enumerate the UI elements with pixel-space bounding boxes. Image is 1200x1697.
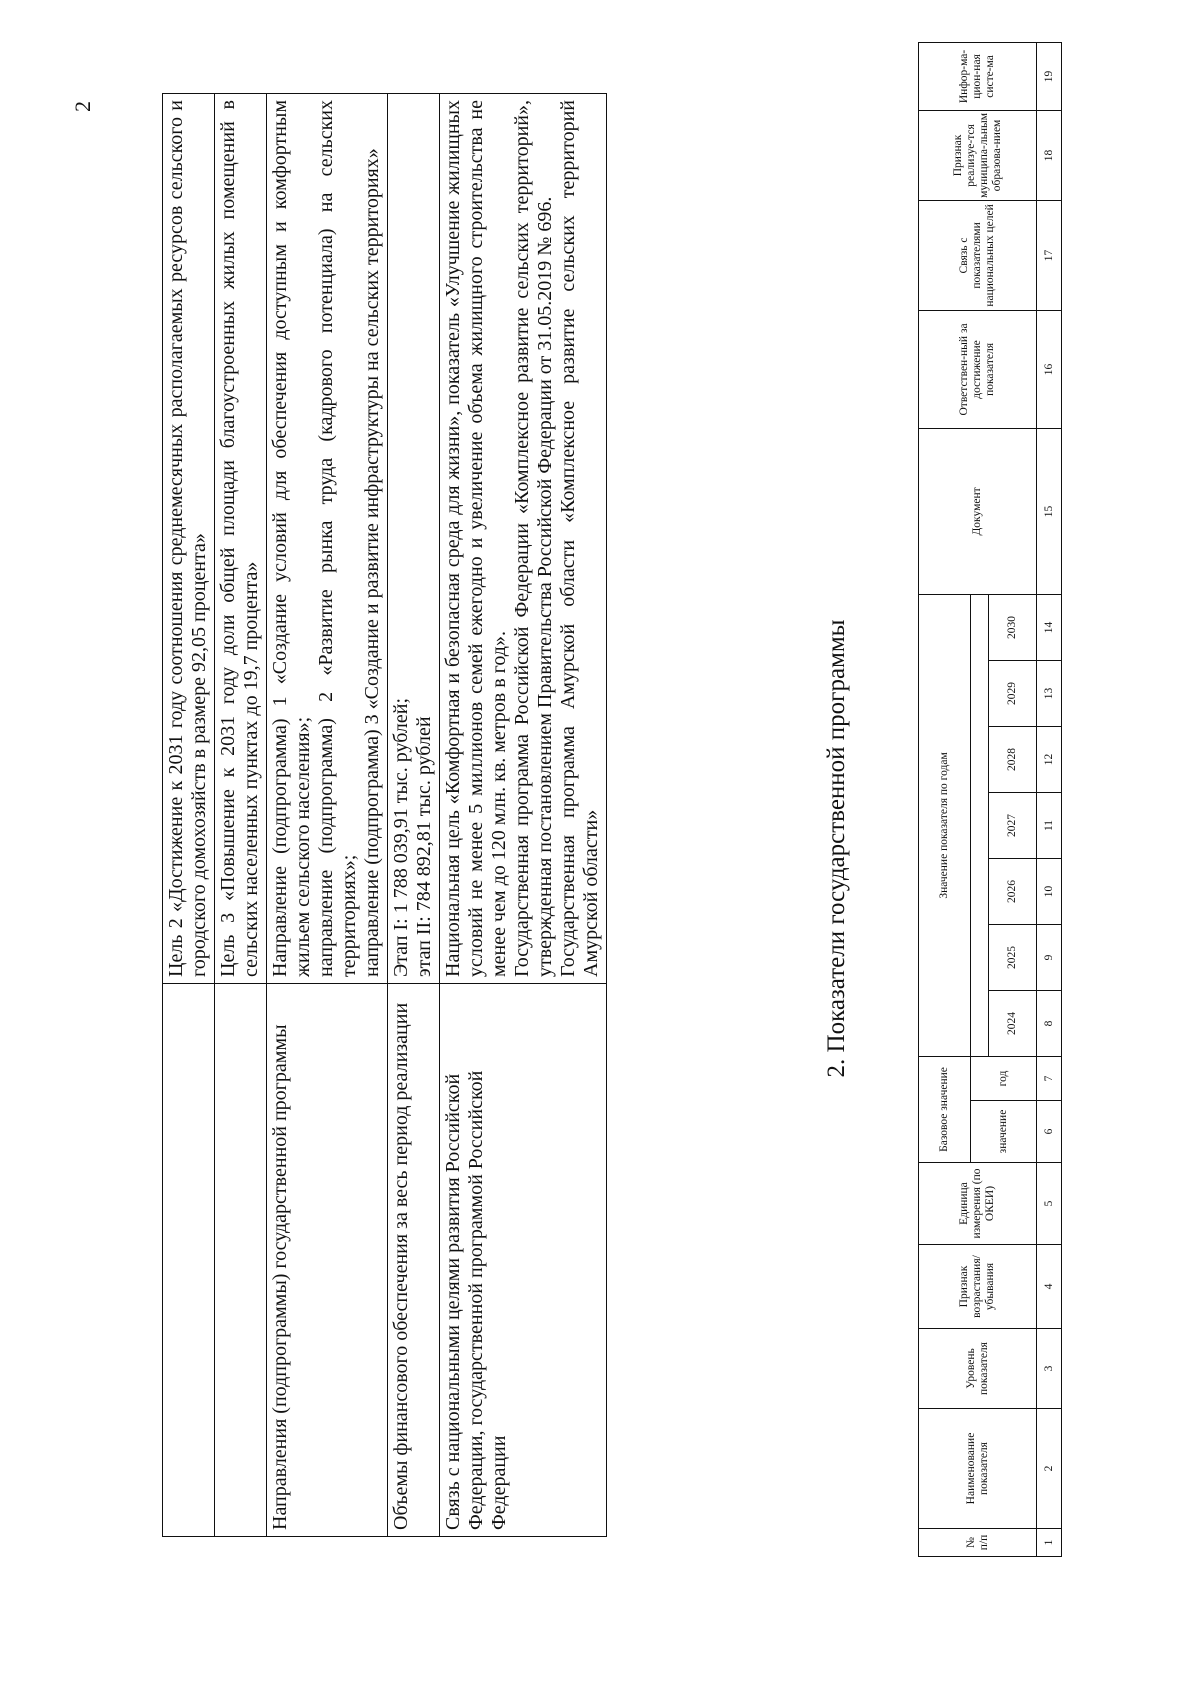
passport-value-line: Цель 3 «Повышение к 2031 году доли общей площади благоустроенных жилых помещений в сельских населенных пунктах до 19,7 процента» — [217, 100, 262, 977]
header-base-year: год — [971, 1056, 1037, 1100]
passport-value — [267, 94, 388, 984]
header-year-2024: 2024 — [989, 990, 1037, 1056]
column-number: 1 — [1037, 1529, 1062, 1557]
passport-value-line: Государственная программа Российской Федерации «Комплексное развитие сельских территорий», утвержденная постановлением Правительства Российской Федерации от 31.05.2019 № 696. — [511, 100, 556, 977]
column-number: 13 — [1037, 660, 1062, 726]
column-number: 6 — [1037, 1101, 1062, 1163]
column-number: 3 — [1037, 1329, 1062, 1409]
passport-label: Связь с национальными целями развития Российской Федерации, государственной программой Российской Федерации — [440, 984, 607, 1537]
header-by-years: Значение показателя по годам — [919, 594, 971, 1056]
passport-label: Объемы финансового обеспечения за весь период реализации — [388, 984, 440, 1537]
passport-label — [215, 984, 267, 1537]
passport-value-line: Национальная цель «Комфортная и безопасная среда для жизни», показатель «Улучшение жилищных условий не менее 5 миллионов семей ежегодно и увеличение объема жилищного строительства не менее чем до 120 млн. кв. метров в год». — [442, 100, 510, 977]
passport-value-line: Направление (подпрограмма) 1 «Создание условий для обеспечения доступным и комфортным жильем сельского населения»; — [269, 100, 314, 977]
passport-value — [215, 94, 267, 984]
header-years-gap — [971, 594, 989, 1056]
header-infosystem: Инфор-ма-цион-ная систе-ма — [919, 42, 1037, 110]
header-trend: Признак возрастания/ убывания — [919, 1245, 1037, 1329]
passport-table — [162, 93, 607, 1537]
header-base: Базовое значение — [919, 1056, 971, 1162]
passport-value-line: направление (подпрограмма) 2 «Развитие рынка труда (кадрового потенциала) на сельских территориях»; — [315, 100, 360, 977]
header-year-2026: 2026 — [989, 858, 1037, 924]
indicators-table — [918, 42, 1062, 1557]
column-number: 14 — [1037, 594, 1062, 660]
column-number: 9 — [1037, 924, 1062, 990]
column-number-row — [1037, 42, 1062, 1556]
header-year-2027: 2027 — [989, 792, 1037, 858]
column-number: 19 — [1037, 42, 1062, 110]
column-number: 4 — [1037, 1245, 1062, 1329]
header-base-value: значение — [971, 1101, 1037, 1163]
passport-row — [163, 94, 215, 1537]
header-name: Наименование показателя — [919, 1409, 1037, 1529]
column-number: 7 — [1037, 1056, 1062, 1100]
header-level: Уровень показателя — [919, 1329, 1037, 1409]
column-number: 2 — [1037, 1409, 1062, 1529]
column-number: 16 — [1037, 310, 1062, 428]
header-year-2030: 2030 — [989, 594, 1037, 660]
header-municipal: Признак реализуе-тся муниципа-льным образова-нием — [919, 110, 1037, 200]
column-number: 5 — [1037, 1163, 1062, 1245]
header-link: Связь с показателями национальных целей — [919, 200, 1037, 310]
passport-value-line: направление (подпрограмма) 3 «Создание и развитие инфраструктуры на сельских территориях» — [361, 148, 383, 977]
header-document: Документ — [919, 428, 1037, 594]
passport-value — [440, 94, 607, 984]
column-number: 18 — [1037, 110, 1062, 200]
passport-row — [215, 94, 267, 1537]
page-number: 2 — [70, 101, 95, 112]
passport-label: Направления (подпрограммы) государственной программы — [267, 984, 388, 1537]
passport-value-line: этап II: 784 892,81 тыс. рублей — [413, 716, 435, 977]
header-num: № п/п — [919, 1529, 1037, 1557]
passport-value-line: Цель 2 «Достижение к 2031 году соотношения среднемесячных располагаемых ресурсов сельского и городского домохозяйств в размере 92,05 процента» — [165, 100, 210, 977]
passport-value — [388, 94, 440, 984]
passport-label — [163, 984, 215, 1537]
passport-value-line: Государственная программа Амурской области «Комплексное развитие сельских территорий Амурской области» — [557, 100, 602, 977]
header-year-2028: 2028 — [989, 726, 1037, 792]
column-number: 12 — [1037, 726, 1062, 792]
section-title: 2. Показатели государственной программы — [823, 619, 850, 1078]
column-number: 15 — [1037, 428, 1062, 594]
passport-row — [440, 94, 607, 1537]
passport-value-line: Этап I: 1 788 039,91 тыс. рублей; — [390, 697, 412, 977]
passport-value — [163, 94, 215, 984]
column-number: 8 — [1037, 990, 1062, 1056]
passport-row — [267, 94, 388, 1537]
passport-table-body — [163, 94, 607, 1537]
column-number: 11 — [1037, 792, 1062, 858]
column-number: 17 — [1037, 200, 1062, 310]
column-number: 10 — [1037, 858, 1062, 924]
header-responsible: Ответствен-ный за достижение показателя — [919, 310, 1037, 428]
passport-row — [388, 94, 440, 1537]
header-unit: Единица измерения (по ОКЕИ) — [919, 1163, 1037, 1245]
header-year-2025: 2025 — [989, 924, 1037, 990]
header-year-2029: 2029 — [989, 660, 1037, 726]
